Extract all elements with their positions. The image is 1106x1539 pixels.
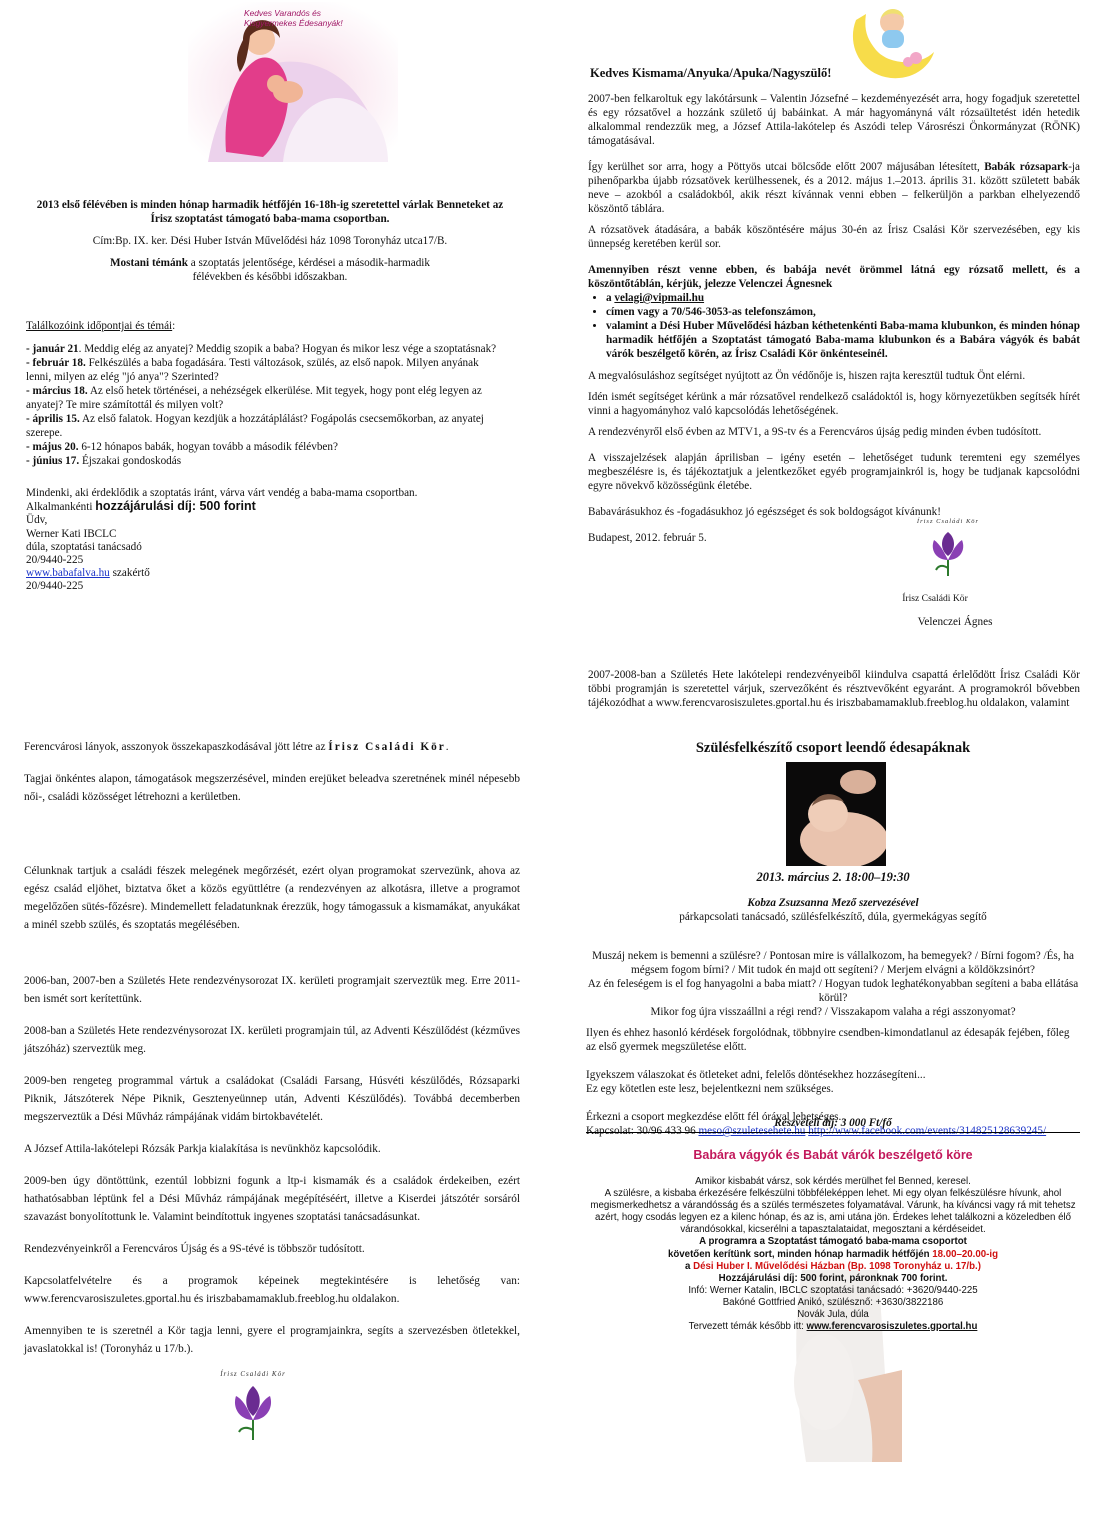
letter-p2b: Babák rózsapark [984, 161, 1069, 173]
about-p1-org: Írisz Családi Kör [328, 741, 446, 753]
bottom-right-section [580, 730, 1086, 1520]
contact-list-item: • valamint a Dési Huber Művelődési házban kéthetenkénti Baba-mama klubunkon, és minden hónap harmadik hétfőjén a Szoptatást támogató Baba-mama klubunkon és a Babára vágyók és babát várók beszélgető körén, az Írisz Családi Kör önkénteseinél. [606, 319, 1080, 361]
logo-arc-text: Írisz Családi Kör [220, 1370, 286, 1378]
date-label: - április 15. [26, 413, 80, 425]
fee-line [26, 500, 506, 514]
letter-heading: Kedves Kismama/Anyuka/Apuka/Nagyszülő! [590, 66, 832, 80]
circle-fee: Hozzájárulási díj: 500 forint, páronknak 700 forint. [718, 1272, 948, 1284]
letter-body [588, 92, 1080, 545]
event-host-role: párkapcsolati tanácsadó, szülésfelkészítő, dúla, gyermekágyas segítő [679, 911, 987, 923]
address-text: Cím:Bp. IX. ker. Dési Huber István Művelődési ház 1098 Toronyház utca17/B. [92, 235, 448, 247]
date-text: Felkészülés a baba fogadására. Testi változások, szülés, az első napok. Milyen anyának lenni, milyen az elég "jó anya"? Szerinted? [26, 357, 479, 383]
event-fee: Részvételi díj: 3 000 Ft/fő [774, 1117, 892, 1129]
letter-p7: A rendezvényről első évben az MTV1, a 9S-tv és a Ferencváros újság pedig minden évben tudósított. [588, 426, 1042, 438]
dates-heading [26, 319, 506, 333]
event-questions: Muszáj nekem is bemenni a szülésre? / Pontosan mire is vállalkozom, ha bemegyek? / Bírni fogom? /És, ha mégsem fogom bírni? / Mit tudok én majd ott segíteni? / Merjem elvágni a köldökzsinórt? Az én feleségem is el fog hanyagolni a baba miatt? / Hogyan tudok leghatékonyabban segíteni a baba ellátása körül? Mikor fog újra visszaállni a régi rend? / Visszakapom valaha a régi asszonyomat? [587, 950, 1079, 1018]
date-label: - február 18. [26, 357, 86, 369]
irisz-logo-bottom [210, 1368, 296, 1444]
date-text: Az első falatok. Hogyan kezdjük a hozzátáplálást? Fogápolás csecsemőkorban, az anyatej szerepe. [26, 413, 484, 439]
dates-list [26, 342, 506, 468]
event-divider [586, 1132, 1080, 1133]
circle-time: 18.00–20.00-ig [932, 1248, 998, 1260]
about-p11: Amennyiben te is szeretnél a Kör tagja lenni, gyere el programjainkra, segíts a szervezésben ötletekkel, javaslatokkal is! (Toronyház u 17/b.). [24, 1325, 520, 1355]
website-link[interactable]: www.babafalva.hu [26, 567, 110, 580]
date-text: . Meddig elég az anyatej? Meddig szopik a baba? Hogyan és mikor lesz vége a szoptatásnak? [78, 343, 497, 355]
contact-list [588, 291, 1080, 361]
date-item [26, 412, 506, 440]
letter-p10: 2007-2008-ban a Születés Hete lakótelepi rendezvényeiből kiindulva csapattá érlelődött Írisz Családi Kör többi programján is szeretettel várjuk, szervezőként és résztvevőként egyaránt. A programokról bővebben tájékozódhat a www.ferencvarosiszuletes.gportal.hu és iriszbabamamaklub.freeblog.hu oldalakon, valamint [588, 669, 1080, 709]
contact-email-link[interactable]: meso@szuletesehete.hu [698, 1125, 806, 1137]
about-p4: 2006-ban, 2007-ben a Születés Hete rendezvénysorozat IX. kerületi programjait szerveztük meg. Erre 2011-ben ismét sort kerítettünk. [24, 975, 520, 1005]
contact-role: dúla, szoptatási tanácsadó [26, 540, 142, 553]
contact-list-item [606, 291, 1080, 305]
contact-email-link[interactable]: velagi@vipmail.hu [614, 292, 705, 304]
letter-p2 [588, 160, 1080, 216]
bottom-left-section [20, 730, 525, 1520]
contact-name: Werner Kati IBCLC [26, 527, 117, 540]
letter-p8: A visszajelzések alapján áprilisban – igény esetén – lehetőséget tudunk teremteni egy személyes megbeszélésre is, és tájékoztatjuk a jelentkezőket egyéb programjainkról is, hogy be tudjanak kapcsolódni egyre növekvő közösségünk életébe. [588, 452, 1080, 492]
date-label: - május 20. [26, 441, 79, 453]
website-suffix: szakértő [109, 567, 150, 580]
dates-heading-label: Találkozóink időpontjai és témái [26, 320, 173, 332]
date-item [26, 454, 506, 468]
circle-info-2: Bakóné Gottfried Anikó, szülésznő: +3630/3822186 [722, 1296, 944, 1308]
event-p1: Ilyen és ehhez hasonló kérdések forgolódnak, többnyire csendben-kimondatlanul az édesapák fejében, főleg az első gyermek megszületése előtt. [586, 1027, 1070, 1053]
event-title: Szülésfelkészítő csoport leendő édesapáknak [695, 740, 971, 756]
circle-plan-prefix: Tervezett témák később itt: [688, 1321, 807, 1333]
letter-p9: Babavárásukhoz és -fogadásukhoz jó egészséget és sok boldogságot kívánunk! [588, 506, 941, 518]
topics-rest: a szoptatás jelentősége, kérdései a második-harmadik félévekben és későbbi időszakban. [188, 257, 430, 283]
dates-heading-colon: : [172, 320, 176, 332]
about-p7: A József Attila-lakótelepi Rózsák Parkja kialakítása is nevünkhöz kapcsolódik. [24, 1143, 381, 1155]
letter-p5: A megvalósuláshoz segítséget nyújtott az Ön védőnője is, hiszen rajta keresztül tudtuk Önt elérni. [588, 370, 1026, 382]
date-item [26, 356, 506, 384]
date-label: - január 21 [26, 343, 79, 355]
date-item [26, 384, 506, 412]
about-p1-prefix: Ferencvárosi lányok, asszonyok összekapaszkodásával jött létre az [24, 741, 329, 753]
letter-p4: Amennyiben részt venne ebben, és babája nevét örömmel látná egy rózsatő mellett, és a köszöntőtáblán, kérjük, jelezze Velenczei Ágnesnek [588, 264, 1080, 290]
greeting: Üdv, [26, 514, 48, 527]
event-p3: Érkezni a csoport megkezdése előtt fél órával lehetséges. [586, 1111, 842, 1123]
logo-arc-text: Írisz Családi Kör [916, 518, 980, 525]
intro-text: 2013 első félévében is minden hónap harmadik hétfőjén 16-18h-ig szeretettel várlak Benneteket az Írisz szoptatást támogató baba-mama csoportban. [36, 199, 504, 225]
circle-bold-1: A programra a Szoptatást támogató baba-mama csoportot [699, 1236, 967, 1248]
welcome-text: Mindenki, aki érdeklődik a szoptatás iránt, várva várt vendég a baba-mama csoportban. [26, 487, 418, 499]
about-p6: 2009-ben rengeteg programmal vártuk a családokat (Családi Farsang, Húsvéti készülődés, Rózsaparki Piknik, Játszóterek Népe Piknik, Gesztenyeünnep után, Adventi Készülődés). Továbbá decemberben megszerveztük a Dési Művház rámpájának vidám birtokbavételét. [24, 1075, 520, 1123]
contact-phone: 20/9440-225 [26, 554, 84, 567]
circle-plan [580, 1321, 1086, 1333]
circle-p2: A szülésre, a kisbaba érkezésére felkészülni többféleképpen lehet. Mi egy olyan felkészülésre hívunk, ahol megismerkedhetsz a várandósság és a szülés természetes folyamatával. Várunk, ha kíváncsi vagy rá mit tehetsz azért, hogy csodás legyen ez a kilenc hónap, és az is, ami utána jön. Érdekes lehet találkozni a közeledben élő várandósokkal, kicserélni a tapasztalataidat, megosztani a kérdéseidet. [590, 1188, 1076, 1236]
date-text: 6-12 hónapos babák, hogyan tovább a második félévben? [78, 441, 338, 453]
circle-info-3: Novák Jula, dúla [797, 1309, 869, 1321]
section-title: Babára vágyók és Babát várók beszélgető köre [693, 1148, 973, 1162]
facebook-event-link[interactable]: http://www.facebook.com/events/314825128639245/ [808, 1125, 1047, 1137]
topics-bold: Mostani témánk [109, 257, 188, 269]
contact-prefix: Kapcsolat: 30/96 433 96 [586, 1125, 699, 1137]
circle-p1: Amikor kisbabát vársz, sok kérdés merülhet fel Benned, keresel. [695, 1176, 971, 1187]
about-p5: 2008-ban a Születés Hete rendezvénysorozat IX. kerületi programjain túl, az Adventi Készülődést (kézműves játszóház) szerveztük meg. [24, 1025, 520, 1055]
newborn-photo [786, 762, 886, 866]
letter-p2c: -ja pihenőparkba újabb rózsatövek kerülhessenek, és a 2012. május 1.–2013. április 31. között született babák neve – azokból a családokból, akik részt kívánnak venni ebben – felkerüljön a parkban elhelyezendő köszöntő táblára. [588, 161, 1080, 215]
date-text: Éjszakai gondoskodás [79, 455, 182, 467]
mother-baby-illustration [188, 2, 398, 162]
letter-p1: 2007-ben felkaroltuk egy lakótársunk – Valentin Józsefné – kezdeményezését arra, hogy fogadjuk szeretettel és egy rózsatővel a hozzánk születő új babáinkat. A már hagyományná vált rózsaültetést idén hetedik alkalommal rendezzük meg, a József Attila-lakótelep és Aszódi telep Városrészi Önkormányzat (RÖNK) támogatásával. [588, 93, 1080, 147]
contact-email-prefix: a [606, 292, 615, 304]
circle-plan-link[interactable]: www.ferencvarosiszuletes.gportal.hu [806, 1321, 978, 1333]
contact-phone-2: 20/9440-225 [26, 580, 84, 593]
about-p1 [24, 738, 520, 756]
circle-bold-3 [580, 1261, 1086, 1273]
topics-text [90, 256, 450, 284]
date-item [26, 342, 506, 356]
about-p2: Tagjai önkéntes alapon, támogatások megszerzésével, minden erejüket beleadva szeretnének minél népesebb női-, családi közösséget létrehozni a kerületben. [24, 773, 520, 803]
circle-bold-2a: követően kerítünk sort, minden hónap harmadik hétfőjén [667, 1248, 933, 1260]
date-item [26, 440, 506, 454]
date-label: - március 18. [26, 385, 88, 397]
letter-date: Budapest, 2012. február 5. [588, 532, 707, 544]
date-text: Az első hetek történései, a nehézségek elkerülése. Mit tegyek, hogy pont elég legyen az anyatej? Te mire számítottál és milyen volt? [26, 385, 482, 411]
logo-label: Írisz Családi Kör [902, 593, 968, 604]
website-line [26, 567, 506, 580]
banner-text: Kedves Varandós és Kisgyermekes Édesanyák! [244, 8, 343, 28]
signature-name: Velenczei Ágnes [917, 616, 993, 628]
event-p2: Igyekszem válaszokat és ötleteket adni, felelős döntésekhez hozzásegíteni... Ez egy kötetlen este lesz, bejelentkezni nem szükséges. [586, 1069, 926, 1095]
circle-bold-3a: a [685, 1260, 694, 1272]
date-label: - június 17. [26, 455, 80, 467]
about-p9: Rendezvényeinkről a Ferencváros Újság és a 9S-tévé is többször tudósított. [24, 1243, 365, 1255]
top-left-section [20, 0, 525, 640]
letter-p6: Idén ismét segítséget kérünk a már rózsatővel rendelkező családoktól is, hogy környezetükben segítsék hírét vinni a hagyományhoz való kapcsolódás lehetőségének. [588, 391, 1080, 417]
about-p1-suffix: . [445, 741, 449, 753]
letter-p2a: Így kerülhet sor arra, hogy a Pöttyös utcai bölcsőde előtt 2007 májusában létesített, [588, 161, 985, 173]
circle-description [580, 1176, 1086, 1333]
circle-venue: Dési Huber I. Művelődési Házban (Bp. 1098 Toronyház u. 17/b.) [693, 1260, 981, 1272]
event-date: 2013. március 2. 18:00–19:30 [756, 870, 910, 884]
about-text [24, 738, 520, 1358]
irisz-logo [910, 516, 986, 580]
contact-list-item: • címen vagy a 70/546-3053-as telefonszámon, [606, 305, 1080, 319]
about-p10: Kapcsolatfelvételre és a programok képeinek megtekintésére is lehetőség van: www.ferencvarosiszuletes.gportal.hu és iriszbabamamaklub.freeblog.hu oldalakon. [24, 1275, 520, 1305]
letter-p3: A rózsatövek átadására, a babák köszöntésére május 30-én az Írisz Csalási Kör szervezésében, egy kis ünnepség keretében kerül sor. [588, 224, 1080, 250]
fee-amount: hozzájárulási díj: 500 forint [95, 499, 256, 514]
about-p3: Célunknak tartjuk a családi fészek melegének megőrzését, ezért olyan programokat szervezünk, ahova az egész család eljöhet, biztatva őket a közös együttlétre (a rendezvényen az alkotásra, illetve a programot megelőzően sütés-főzésre). Mindemellett feladatunknak érezzük, hogy támogassuk a kismamákat, anyukákat a minél szebb szülés, és szoptatás megélésében. [24, 865, 520, 931]
circle-bold-2 [580, 1249, 1086, 1261]
fee-prefix: Alkalmankénti [26, 501, 96, 514]
about-p8: 2009-ben úgy döntöttünk, ezentúl lobbizni fogunk a ltp-i kismamák és a családok érdekeiben, ezért hathatósabban léptünk fel a Dési Művház rámpájának megépítéséért, illetve a Kiserdei játszótér sorsáról szavazást bonyolítottunk le. Valamint beindítottuk ingyenes szoptatási tanácsadásunkat. [24, 1175, 520, 1223]
event-host: Kobza Zsuzsanna Mező szervezésével [747, 897, 919, 909]
circle-info-1: Infó: Werner Katalin, IBCLC szoptatási tanácsadó: +3620/9440-225 [688, 1284, 978, 1296]
signature-block [26, 487, 506, 594]
top-right-section [580, 0, 1086, 720]
